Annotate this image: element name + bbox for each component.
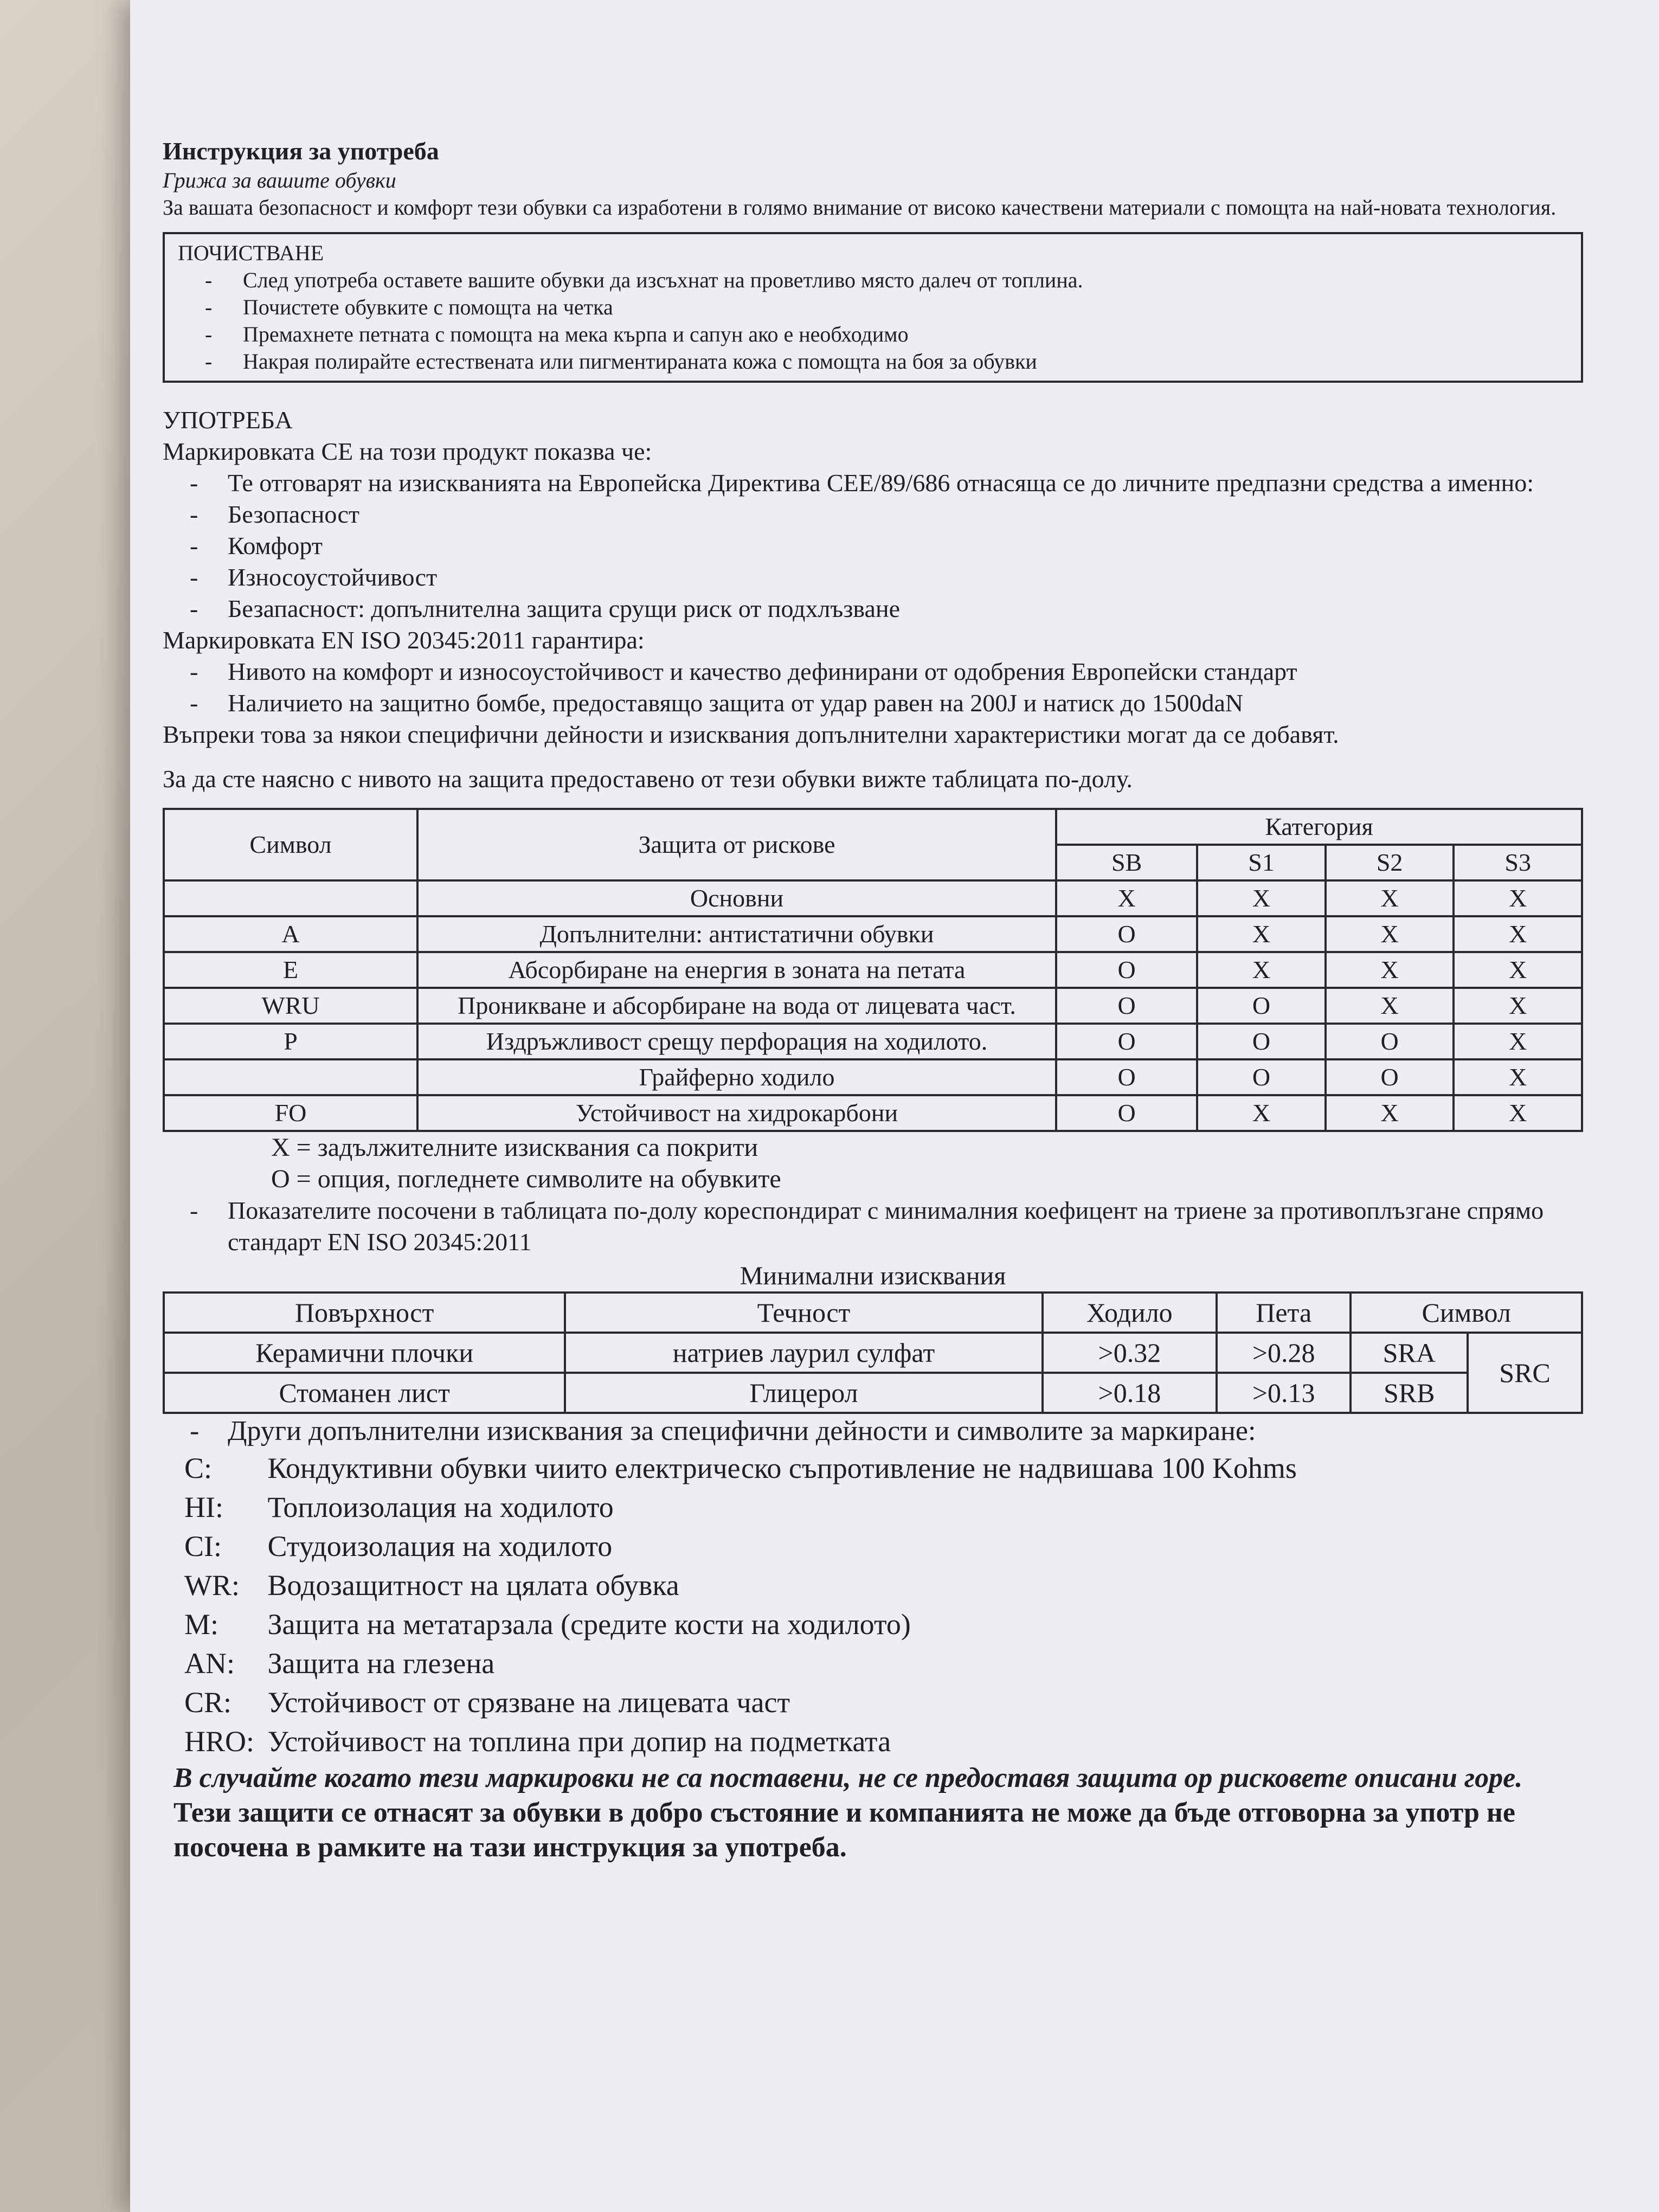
code-row [163, 1644, 1583, 1683]
code-label: WR: [184, 1569, 240, 1602]
en-list [163, 656, 1583, 719]
risk-table [163, 808, 1583, 1132]
value-cell: X [1056, 880, 1197, 916]
value-cell: X [1454, 880, 1582, 916]
risk-cell: Абсорбиране на енергия в зоната на петата [417, 952, 1056, 988]
risk-cell: Основни [417, 880, 1056, 916]
col-header-symbol: Символ [1351, 1293, 1582, 1333]
col-header-symbol: Символ [164, 809, 417, 880]
col-header-sole: Ходило [1043, 1293, 1217, 1333]
value-cell: O [1056, 916, 1197, 952]
code-row [163, 1527, 1583, 1566]
code-text: Устойчивост от срязване на лицевата част [267, 1686, 790, 1719]
slip-table-caption: Минимални изисквания [740, 1262, 1006, 1290]
cleaning-box [163, 232, 1583, 383]
code-label: AN: [184, 1647, 235, 1680]
value-cell: X [1454, 952, 1582, 988]
ce-text: Маркировката CE на този продукт показва че: [163, 438, 652, 465]
table-row [164, 1373, 1582, 1413]
list-item: - Други допълнителни изисквания за специфични дейности и символите за маркиране: [228, 1414, 1583, 1449]
risk-cell: Допълнителни: антистатични обувки [417, 916, 1056, 952]
value-cell: X [1454, 1024, 1582, 1059]
table-row [164, 1333, 1582, 1373]
value-cell: X [1454, 1095, 1582, 1131]
value-cell: X [1197, 880, 1326, 916]
list-item: - След употреба оставете вашите обувки да изсъхнат на проветливо място далеч от топлина. [243, 267, 1568, 294]
symbol-cell: A [164, 916, 417, 952]
code-row [163, 1449, 1583, 1488]
table-row [164, 880, 1582, 916]
table-row [164, 1095, 1582, 1131]
symbol-cell: SRB [1351, 1373, 1468, 1413]
list-item: - Наличието на защитно бомбе, предоставящо защита от удар равен на 200J и натиск до 1500daN [228, 687, 1583, 719]
list-item: - Накрая полирайте естествената или пигментираната кожа с помощта на боя за обувки [243, 348, 1568, 375]
symbol-cell: FO [164, 1095, 417, 1131]
code-text: Защита на метатарзала (средите кости на ходилото) [267, 1608, 911, 1641]
value-cell: X [1326, 1095, 1454, 1131]
document-subtitle: Грижа за вашите обувки [163, 168, 396, 192]
slip-table [163, 1291, 1583, 1414]
value-cell: X [1326, 880, 1454, 916]
value-cell: X [1197, 916, 1326, 952]
code-label: C: [184, 1452, 213, 1484]
table-row [164, 916, 1582, 952]
footer-text: Тези защити се отнасят за обувки в добро състояние и компанията не може да бъде отговорна за употр не посочена в рамките на тази инструкция за употреба. [173, 1797, 1515, 1863]
symbol-cell: E [164, 952, 417, 988]
list-item: - Премахнете петната с помощта на мека кърпа и сапун ако е необходимо [243, 321, 1568, 348]
code-text: Кондуктивни обувки чиито електрическо съпротивление не надвишава 100 Kohms [267, 1452, 1297, 1484]
code-label: CR: [184, 1686, 232, 1719]
code-text: Устойчивост на топлина при допир на подметката [267, 1725, 891, 1758]
surface-cell: Керамични плочки [164, 1333, 565, 1373]
value-cell: X [1326, 952, 1454, 988]
symbol-cell: P [164, 1024, 417, 1059]
slip-note-list [163, 1195, 1583, 1258]
value-cell: X [1454, 1059, 1582, 1095]
table-row [164, 988, 1582, 1024]
category-header: S3 [1454, 845, 1582, 880]
sole-cell: >0.32 [1043, 1333, 1217, 1373]
value-cell: O [1056, 1095, 1197, 1131]
surface-cell: Стоманен лист [164, 1373, 565, 1413]
symbol-cell [164, 1059, 417, 1095]
ce-list [163, 467, 1583, 625]
value-cell: X [1197, 952, 1326, 988]
code-row [163, 1566, 1583, 1605]
table-row [164, 952, 1582, 988]
extra-intro-list [163, 1414, 1583, 1449]
list-item: - Показателите посочени в таблицата по-долу кореспондират с минималния коефицент на триене за противоплъзгане спрямо стандарт EN ISO 20345:2011 [228, 1195, 1583, 1258]
risk-cell: Устойчивост на хидрокарбони [417, 1095, 1056, 1131]
list-item: - Почистете обувките с помощта на четка [243, 294, 1568, 321]
usage-paragraph: Въпреки това за някои специфични дейности и изисквания допълнителни характеристики могат да се добавят. [163, 721, 1339, 748]
sole-cell: >0.18 [1043, 1373, 1217, 1413]
table-row [164, 1059, 1582, 1095]
instruction-sheet [130, 0, 1659, 2212]
col-header-heel: Пета [1217, 1293, 1351, 1333]
value-cell: O [1326, 1024, 1454, 1059]
liquid-cell: Глицерол [565, 1373, 1042, 1413]
category-header: SB [1056, 845, 1197, 880]
code-text: Топлоизолация на ходилото [267, 1491, 614, 1523]
col-header-risk: Защита от рискове [417, 809, 1056, 880]
list-item: - Безапасност: допълнителна защита срущи риск от подхлъзване [228, 593, 1583, 625]
liquid-cell: натриев лаурил сулфат [565, 1333, 1042, 1373]
value-cell: O [1326, 1059, 1454, 1095]
usage-paragraph-table-ref: За да сте наясно с нивото на защита предоставено от тези обувки вижте таблицата по-долу. [163, 765, 1133, 793]
code-row [163, 1488, 1583, 1527]
symbol-cell: SRA [1351, 1333, 1468, 1373]
value-cell: X [1326, 916, 1454, 952]
list-item: - Нивото на комфорт и износоустойчивост и качество дефинирани от одобрения Европейски стандарт [228, 656, 1583, 687]
value-cell: O [1197, 1059, 1326, 1095]
code-text: Водозащитност на цялата обувка [267, 1569, 679, 1602]
code-text: Защита на глезена [267, 1647, 495, 1680]
col-header-category: Категория [1056, 809, 1582, 845]
code-text: Студоизолация на ходилото [267, 1530, 613, 1562]
cleaning-heading: ПОЧИСТВАНЕ [178, 241, 324, 265]
list-item: - Износоустойчивост [228, 562, 1583, 593]
category-header: S2 [1326, 845, 1454, 880]
legend-o: O = опция, погледнете символите на обувките [271, 1165, 781, 1193]
document-title: Инструкция за употреба [163, 137, 439, 165]
en-text: Маркировката EN ISO 20345:2011 гарантира: [163, 626, 645, 654]
value-cell: X [1326, 988, 1454, 1024]
intro-paragraph: За вашата безопасност и комфорт тези обувки са изработени в голямо внимание от високо качествени материали с помощта на най-новата технология. [163, 195, 1557, 220]
marking-codes [163, 1449, 1583, 1761]
legend-x: X = задължителните изисквания са покрити [271, 1133, 758, 1162]
category-header: S1 [1197, 845, 1326, 880]
code-label: HRO: [184, 1725, 255, 1758]
value-cell: O [1197, 988, 1326, 1024]
combined-symbol-cell: SRC [1468, 1333, 1582, 1413]
risk-cell: Грайферно ходило [417, 1059, 1056, 1095]
code-row [163, 1683, 1583, 1722]
symbol-cell [164, 880, 417, 916]
list-item: - Безопасност [228, 499, 1583, 530]
value-cell: O [1056, 952, 1197, 988]
code-row [163, 1722, 1583, 1761]
value-cell: O [1056, 1024, 1197, 1059]
warning-text: В случайте когато тези маркировки не са поставени, не се предоставя защита ор рисковете описани горе. [173, 1763, 1523, 1793]
value-cell: O [1197, 1024, 1326, 1059]
value-cell: X [1454, 916, 1582, 952]
usage-heading: УПОТРЕБА [163, 406, 293, 434]
code-row [163, 1605, 1583, 1644]
col-header-liquid: Течност [565, 1293, 1042, 1333]
col-header-surface: Повърхност [164, 1293, 565, 1333]
list-item: - Те отговарят на изискванията на Европейска Директива CEE/89/686 отнасяща се до личните предпазни средства а именно: [228, 467, 1583, 499]
list-item: - Комфорт [228, 530, 1583, 562]
heel-cell: >0.28 [1217, 1333, 1351, 1373]
value-cell: O [1056, 988, 1197, 1024]
risk-cell: Издръжливост срещу перфорация на ходилото. [417, 1024, 1056, 1059]
table-row [164, 1024, 1582, 1059]
code-label: CI: [184, 1530, 222, 1562]
code-label: HI: [184, 1491, 223, 1523]
code-label: M: [184, 1608, 219, 1641]
document-body [163, 136, 1583, 1865]
symbol-cell: WRU [164, 988, 417, 1024]
value-cell: X [1197, 1095, 1326, 1131]
value-cell: X [1454, 988, 1582, 1024]
heel-cell: >0.13 [1217, 1373, 1351, 1413]
cleaning-list [178, 267, 1568, 375]
risk-cell: Проникване и абсорбиране на вода от лицевата част. [417, 988, 1056, 1024]
value-cell: O [1056, 1059, 1197, 1095]
